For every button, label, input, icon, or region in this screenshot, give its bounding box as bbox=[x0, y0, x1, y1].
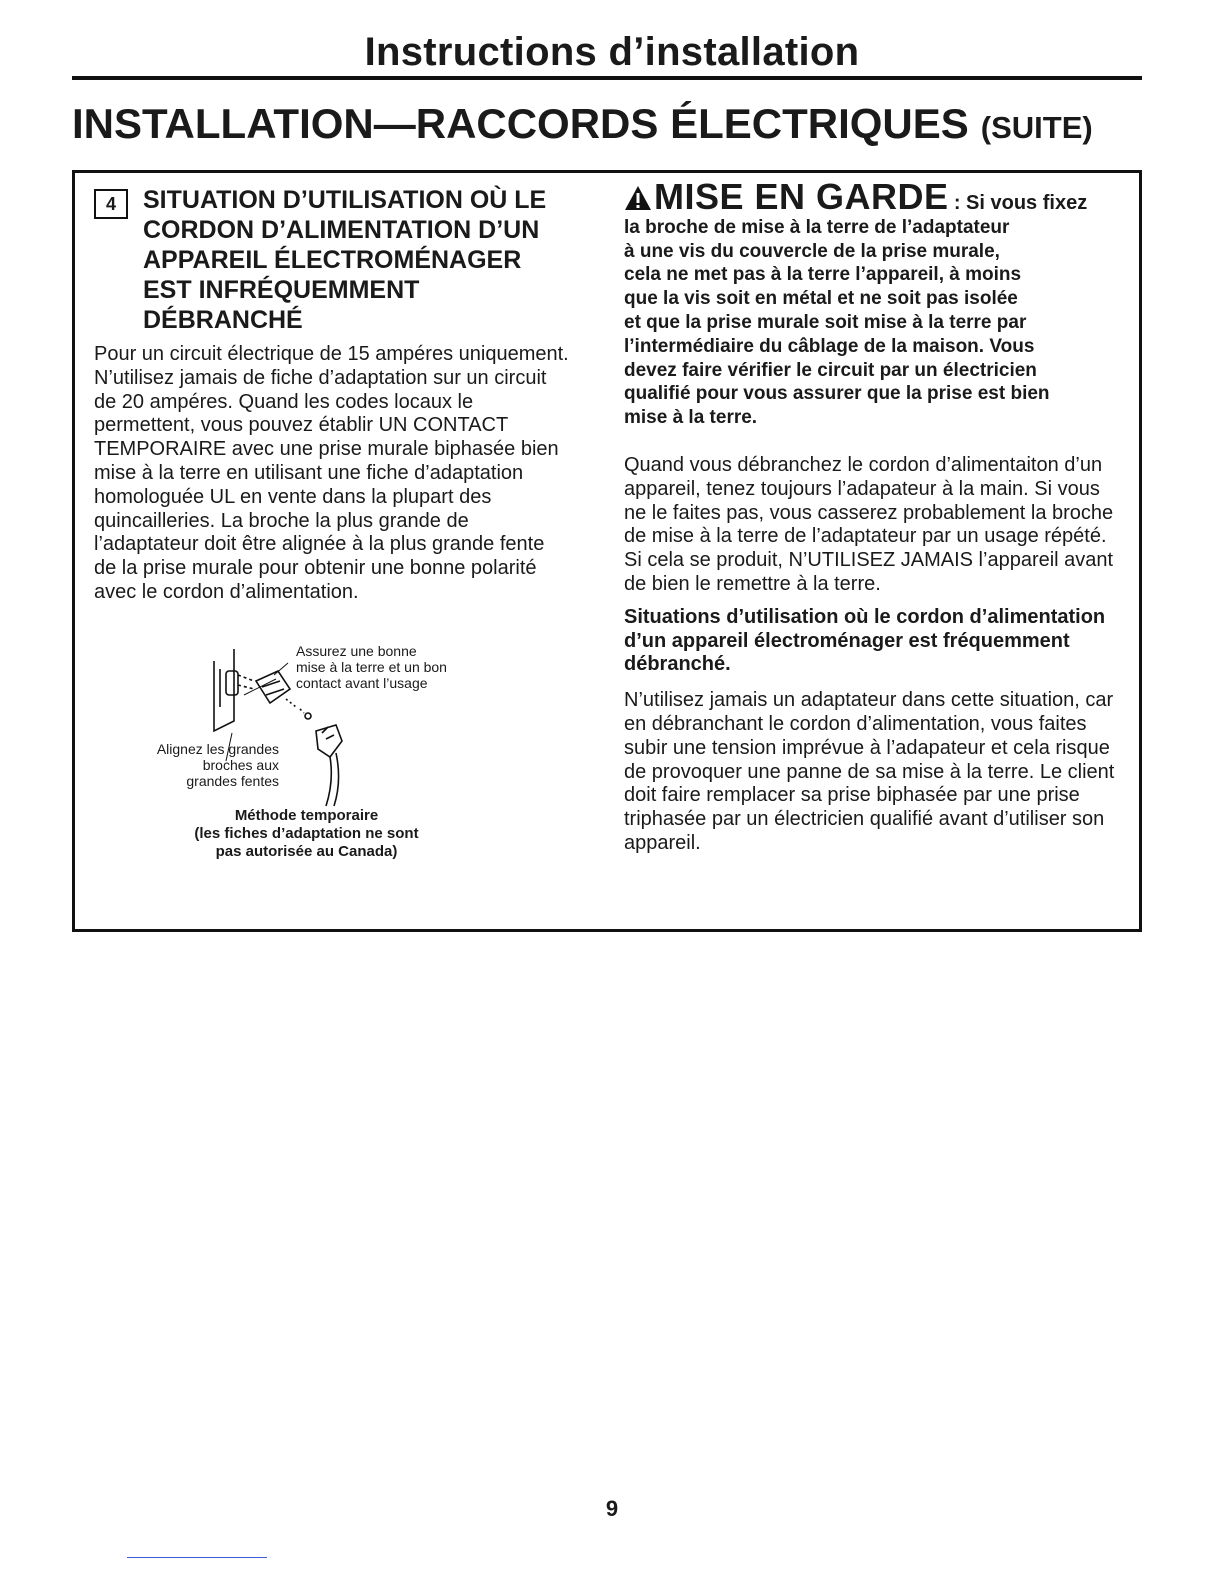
warning-label: MISE EN GARDE bbox=[654, 176, 949, 217]
warning-line: à une vis du couvercle de la prise murale, bbox=[624, 240, 1000, 262]
figure-label-left bbox=[104, 741, 279, 789]
warning-line: la broche de mise à la terre de l’adaptateur bbox=[624, 216, 1010, 238]
warning-triangle-icon bbox=[624, 185, 652, 211]
footer-line bbox=[127, 1557, 267, 1558]
warning-line: cela ne met pas à la terre l’appareil, à moins bbox=[624, 264, 1022, 286]
content-panel bbox=[72, 170, 1142, 932]
header-divider bbox=[72, 76, 1142, 80]
step-number-box: 4 bbox=[94, 189, 128, 219]
page-header-title: Instructions d’installation bbox=[364, 30, 860, 74]
figure-caption-line: (les fiches d’adaptation ne sont bbox=[194, 824, 419, 842]
power-cord-icon bbox=[326, 753, 339, 806]
figure-label-left-line: broches aux bbox=[202, 756, 279, 773]
unplug-instructions-text: Quand vous débranchez le cordon d’alimentaiton d’un appareil, tenez toujours l’adapateur à la main. Si vous ne le faites pas, vous casserez probablement la broche de mise à la terre de l’adaptateur par un usage répété. Si cela se produit, N’UTILISEZ JAMAIS l’appareil avant de bien le remettre à la terre. bbox=[624, 453, 1114, 595]
warning-line: et que la prise murale soit mise à la terre par bbox=[624, 311, 1027, 333]
section-title-suffix: (SUITE) bbox=[980, 110, 1093, 145]
figure-label-top bbox=[296, 643, 526, 691]
warning-line: devez faire vérifier le circuit par un électricien bbox=[624, 359, 1037, 381]
warning-line: qualifié pour vous assurer que la prise est bien bbox=[624, 383, 1050, 405]
section-title-text: INSTALLATION—RACCORDS ÉLECTRIQUES bbox=[72, 100, 969, 147]
warning-line: mise à la terre. bbox=[624, 407, 758, 429]
warning-first-line bbox=[624, 176, 1124, 217]
warning-line: que la vis soit en métal et ne soit pas isolée bbox=[624, 288, 1018, 310]
step-heading bbox=[94, 185, 569, 335]
page-number: 9 bbox=[605, 1496, 619, 1521]
figure-caption-line: pas autorisée au Canada) bbox=[215, 842, 398, 860]
figure-label-top-line: mise à la terre et un bon bbox=[296, 658, 447, 675]
step-body-text: Pour un circuit électrique de 15 ampéres uniquement. N’utilisez jamais de fiche d’adaptation sur un circuit de 20 ampéres. Quand les codes locaux le permettent, vous pouvez établir UN CONTACT TEMPORAIRE avec une prise murale biphasée bien mise à la terre en utilisant une fiche d’adaptation homologuée UL en vente dans la plupart des quincailleries. La broche la plus grande de l’adaptateur doit être alignée à la plus grande fente de la prise murale pour obtenir une bonne polarité avec le cordon d’alimentation. bbox=[94, 343, 569, 603]
warning-block bbox=[624, 176, 1124, 430]
section-title bbox=[72, 100, 1093, 148]
figure-label-top-line: Assurez une bonne bbox=[296, 642, 417, 659]
warning-line: l’intermédiaire du câblage de la maison. Vous bbox=[624, 335, 1035, 357]
warning-heading bbox=[624, 176, 949, 217]
frequent-unplug-text: N’utilisez jamais un adaptateur dans cette situation, car en débranchant le cordon d’alimentation, vous faites subir une tension imprévue à l’adapateur et cela risque de provoquer une panne de sa mise à la terre. Le client doit faire remplacer sa prise biphasée par une prise triphasée par un électricien qualifié avant d’utiliser son appareil. bbox=[624, 689, 1115, 854]
warning-line: : Si vous fixez bbox=[953, 192, 1088, 214]
adapter-illustration bbox=[94, 631, 569, 881]
right-column bbox=[624, 176, 1124, 856]
figure-caption-line: Méthode temporaire bbox=[234, 806, 379, 824]
figure-label-left-line: grandes fentes bbox=[186, 772, 279, 789]
wall-outlet-icon bbox=[226, 671, 238, 695]
appliance-plug-icon bbox=[316, 725, 342, 757]
frequent-unplug-subheading: Situations d’utilisation où le cordon d’alimentation d’un appareil électroménager est fréquemment débranché. bbox=[624, 605, 1106, 676]
figure-label-left-line: Alignez les grandes bbox=[156, 740, 279, 757]
step-title: SITUATION D’UTILISATION OÙ LE CORDON D’ALIMENTATION D’UN APPAREIL ÉLECTROMÉNAGER EST INFRÉQUEMMENT DÉBRANCHÉ bbox=[143, 186, 547, 334]
figure-label-top-line: contact avant l’usage bbox=[296, 674, 428, 691]
wall-plate-icon bbox=[214, 649, 234, 731]
left-column bbox=[94, 185, 569, 881]
figure-caption bbox=[154, 807, 459, 861]
